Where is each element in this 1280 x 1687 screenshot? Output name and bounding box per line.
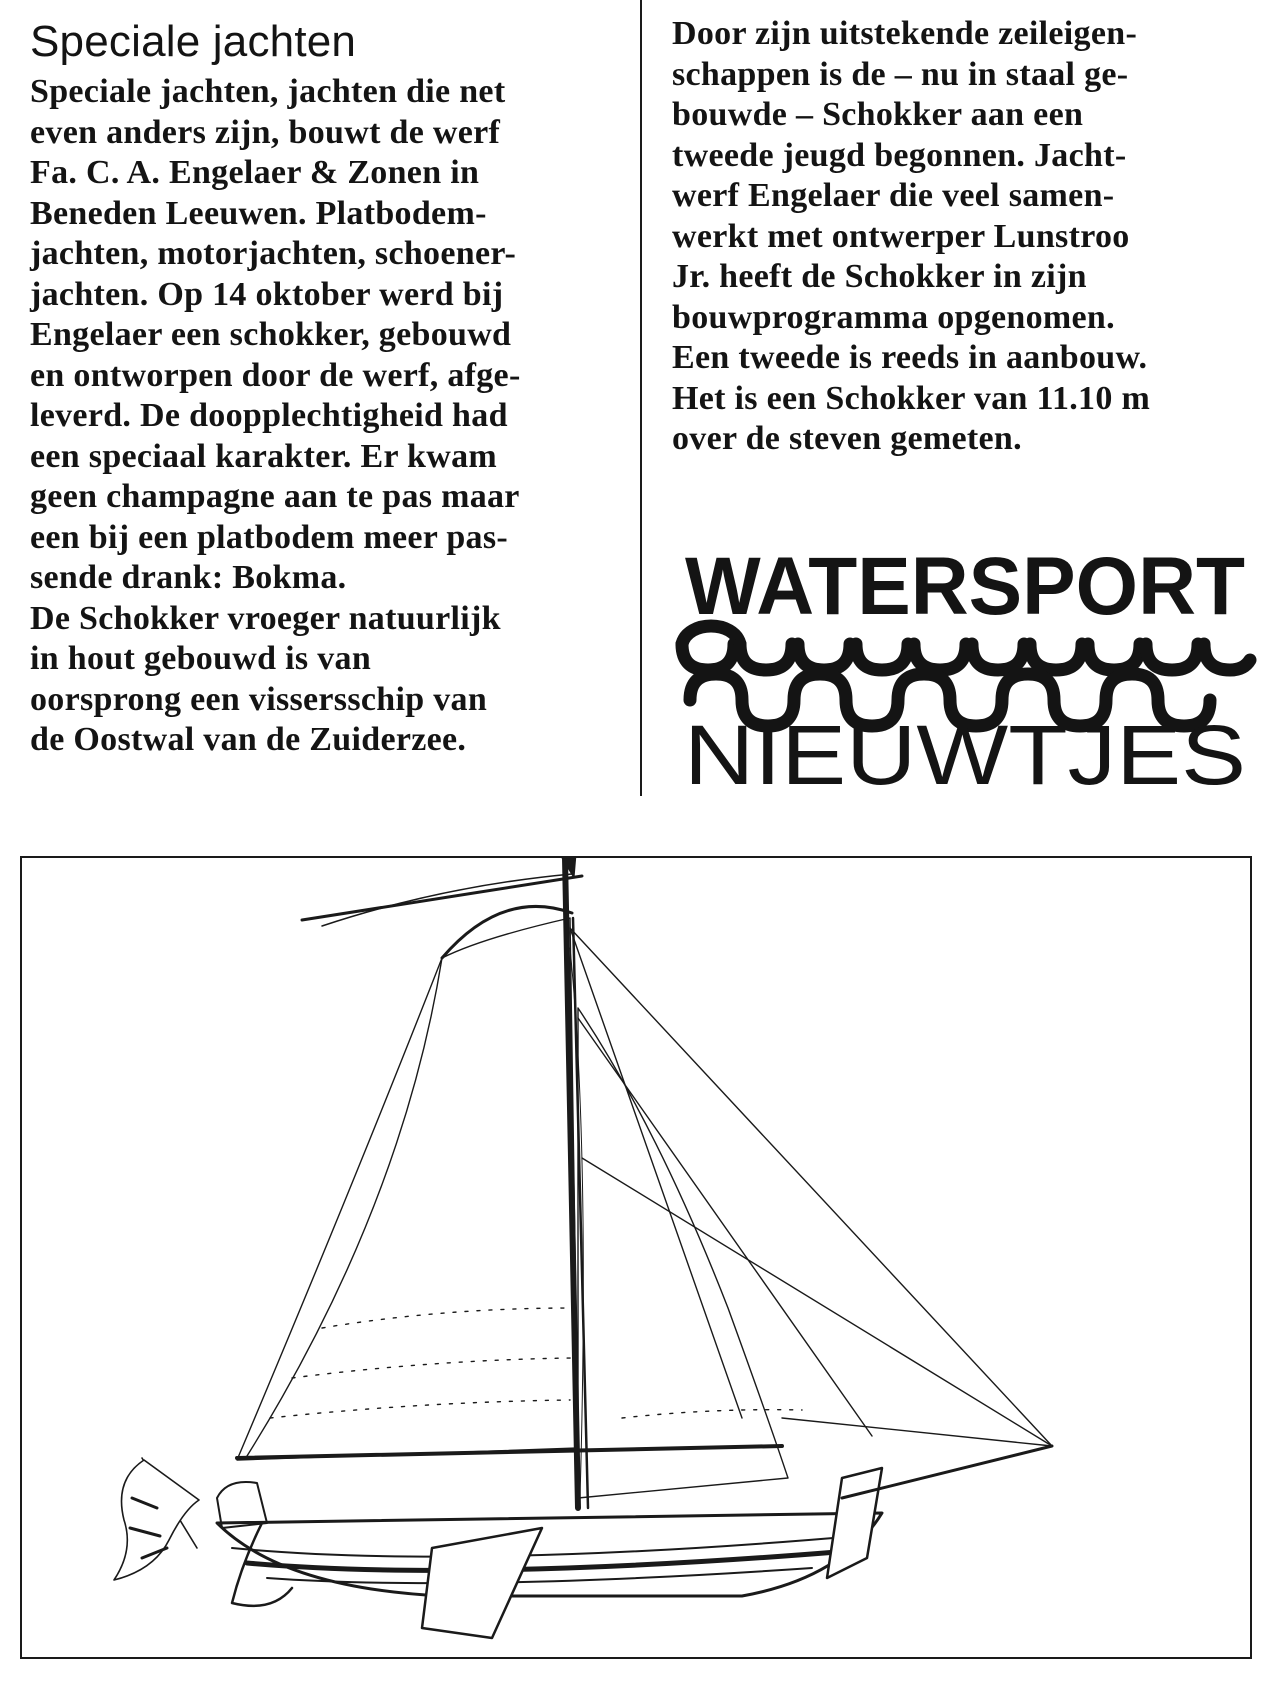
article-line: een bij een platbodem meer pas-	[30, 518, 509, 556]
article-line: bouwprogramma opgenomen.	[672, 298, 1115, 336]
logo-bottom-word: NIEUWTJES	[684, 708, 1246, 796]
article-line: werf Engelaer die veel samen-	[672, 177, 1115, 214]
article-line: jachten. Op 14 oktober werd bij	[30, 275, 504, 313]
logo-top-word: WATERSPORT	[685, 541, 1245, 632]
article-line: en ontworpen door de werf, afge-	[30, 356, 521, 394]
article-line: Engelaer een schokker, gebouwd	[30, 316, 512, 353]
article-line: over de steven gemeten.	[672, 420, 1022, 457]
article-line: tweede jeugd begonnen. Jacht-	[672, 136, 1127, 174]
article-right-column	[672, 14, 1262, 460]
article-line: Fa. C. A. Engelaer & Zonen in	[30, 154, 480, 191]
article-line: De Schokker vroeger natuurlijk	[30, 599, 501, 637]
article-line: Het is een Schokker van 11.10 m	[672, 379, 1151, 417]
stern-flag-icon	[114, 1458, 199, 1580]
article-line: Een tweede is reeds in aanbouw.	[672, 339, 1148, 376]
article-line: bouwde – Schokker aan een	[672, 96, 1084, 133]
schokker-illustration	[20, 856, 1252, 1659]
article-line: Door zijn uitstekende zeileigen-	[672, 15, 1138, 52]
article-line: jachten, motorjachten, schoener-	[30, 235, 517, 272]
article-line: een speciaal karakter. Er kwam	[30, 437, 498, 475]
article-line: Jr. heeft de Schokker in zijn	[672, 258, 1087, 295]
article-line: schappen is de – nu in staal ge-	[672, 55, 1129, 93]
mast	[565, 858, 578, 1508]
article-line: in hout gebouwd is van	[30, 640, 372, 677]
article-line: werkt met ontwerper Lunstroo	[672, 217, 1130, 255]
hull	[217, 1513, 882, 1606]
rigging	[570, 928, 1052, 1498]
article-line: sende drank: Bokma.	[30, 559, 347, 596]
boom	[237, 1446, 782, 1458]
article-body-right	[672, 14, 1262, 460]
article-left-column	[30, 14, 620, 761]
article-line: oorsprong een vissersschip van	[30, 680, 488, 718]
article-line: leverd. De doopplechtigheid had	[30, 397, 508, 434]
rudder	[827, 1468, 882, 1578]
article-line: geen champagne aan te pas maar	[30, 478, 520, 515]
watersport-nieuwtjes-logo	[670, 532, 1260, 796]
foresail	[578, 1008, 802, 1498]
article-line: even anders zijn, bouwt de werf	[30, 113, 501, 151]
gaff-spar	[302, 876, 582, 920]
article-heading: Speciale jachten	[30, 17, 357, 66]
mainsail	[237, 918, 578, 1460]
column-divider	[640, 0, 642, 796]
article-line: Speciale jachten, jachten die net	[30, 73, 506, 110]
article-line: de Oostwal van de Zuiderzee.	[30, 721, 467, 758]
article-body-left	[30, 72, 620, 761]
article-line: Beneden Leeuwen. Platbodem-	[30, 194, 487, 232]
